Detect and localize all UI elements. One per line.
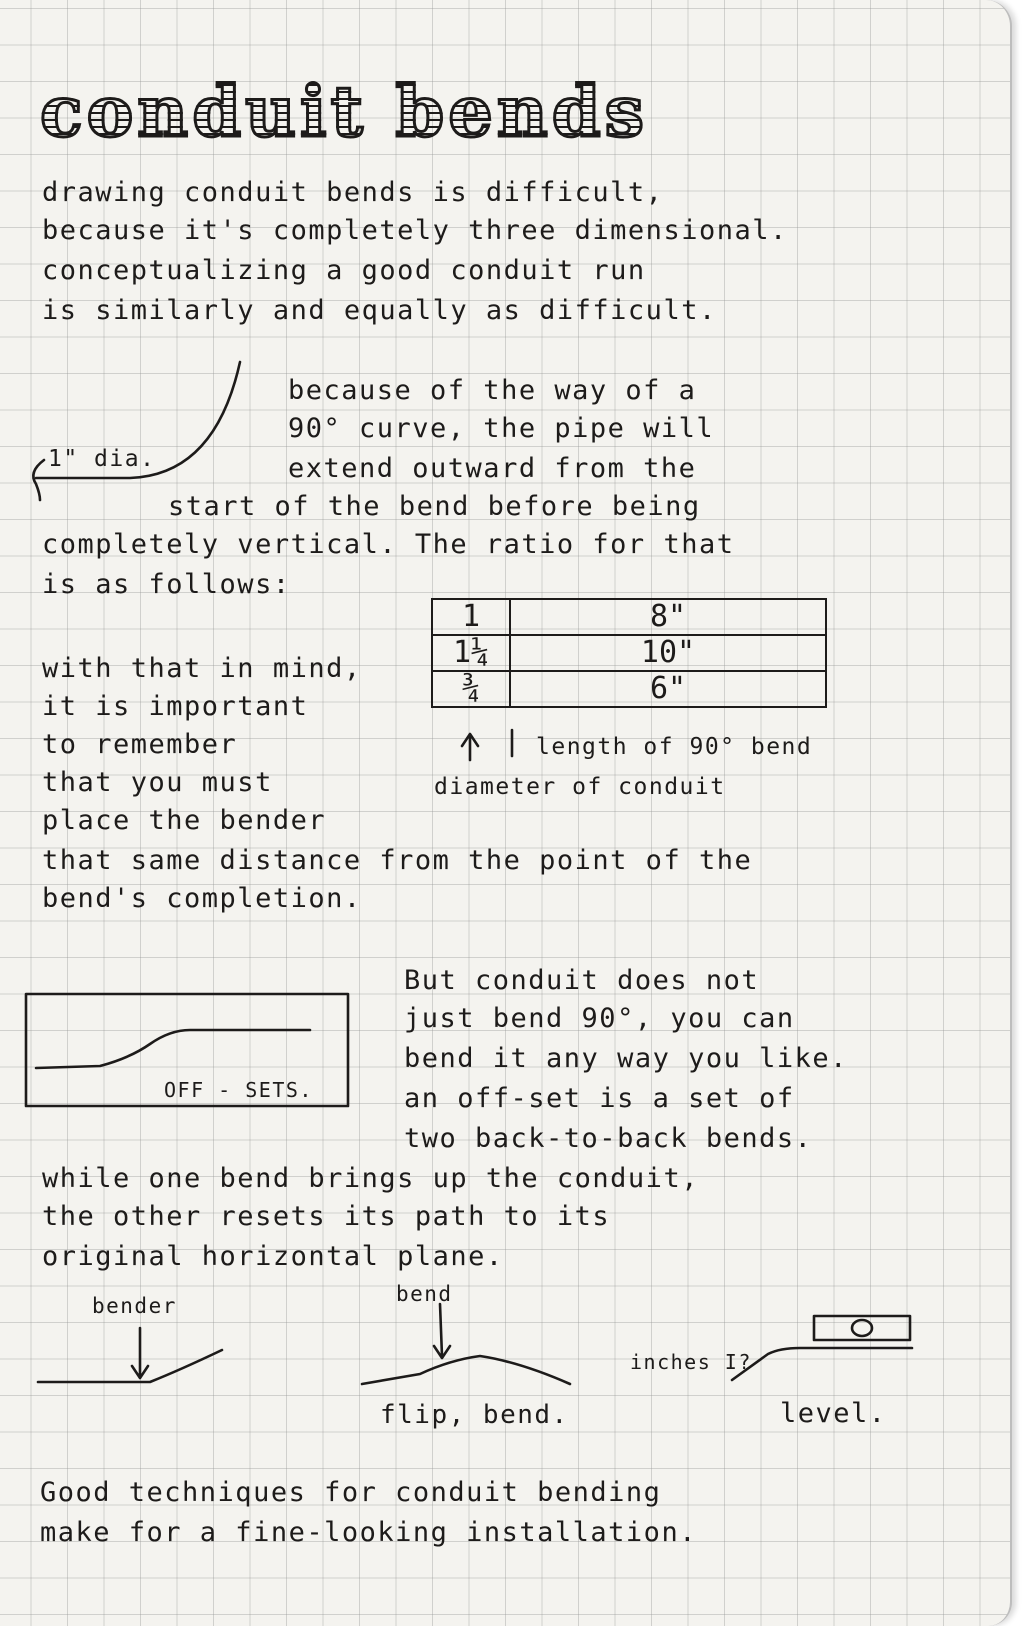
offset-text-line-4: an off-set is a set of <box>404 1083 795 1114</box>
offset-text-line-1: But conduit does not <box>404 965 760 996</box>
bend-text-line-2: 90° curve, the pipe will <box>288 413 715 444</box>
table-cell-diameter: 1 <box>432 599 510 635</box>
bend-label: bend <box>396 1282 453 1306</box>
level-bubble-icon <box>852 1320 872 1336</box>
mind-text-line-6: that same distance from the point of the <box>42 845 753 876</box>
while-text-line-2: the other resets its path to its <box>42 1201 611 1232</box>
offset-text-line-3: bend it any way you like. <box>404 1043 848 1074</box>
intro-line-1: drawing conduit bends is difficult, <box>42 177 664 208</box>
offset-box-label: OFF - SETS. <box>164 1078 313 1102</box>
dimension-bracket <box>33 460 44 500</box>
flip-bend-conduit-sketch <box>362 1356 570 1384</box>
bend-text-line-4: start of the bend before being <box>168 491 701 522</box>
level-conduit-sketch <box>732 1348 912 1380</box>
while-text-line-3: original horizontal plane. <box>42 1241 504 1272</box>
intro-line-2: because it's completely three dimensional. <box>42 215 788 246</box>
bender-label: bender <box>92 1294 177 1318</box>
mind-text-line-7: bend's completion. <box>42 883 362 914</box>
mind-text-line-1: with that in mind, <box>42 653 362 684</box>
offset-conduit-sketch <box>36 1030 310 1068</box>
bend-text-line-1: because of the way of a <box>288 375 697 406</box>
mind-text-line-3: to remember <box>42 729 238 760</box>
while-text-line-1: while one bend brings up the conduit, <box>42 1163 699 1194</box>
bender-arrow-icon <box>132 1328 148 1378</box>
inches-label: inches I? <box>630 1350 752 1374</box>
table-cell-length: 6" <box>510 671 826 707</box>
closing-line-1: Good techniques for conduit bending <box>40 1477 662 1508</box>
mind-text-line-5: place the bender <box>42 805 327 836</box>
length-caption: length of 90° bend <box>536 734 813 760</box>
bend-arrow-icon <box>434 1304 450 1358</box>
table-cell-diameter: ¾ <box>432 671 510 707</box>
bend-text-line-5: completely vertical. The ratio for that <box>42 529 735 560</box>
diameter-caption: diameter of conduit <box>434 774 726 800</box>
diameter-arrow-icon <box>462 734 478 760</box>
offset-box <box>26 994 348 1106</box>
table-cell-length: 8" <box>510 599 826 635</box>
intro-line-4: is similarly and equally as difficult. <box>42 295 717 326</box>
table-cell-length: 10" <box>510 635 826 671</box>
offset-text-line-2: just bend 90°, you can <box>404 1003 795 1034</box>
offset-text-line-5: two back-to-back bends. <box>404 1123 813 1154</box>
page-title: conduit bends <box>40 70 649 153</box>
curve-sketch <box>36 362 240 478</box>
table-cell-diameter: 1¼ <box>432 635 510 671</box>
bender-conduit-sketch <box>38 1350 222 1382</box>
intro-line-3: conceptualizing a good conduit run <box>42 255 646 286</box>
curve-diameter-label: 1" dia. <box>48 446 156 472</box>
level-label: level. <box>780 1398 887 1429</box>
mind-text-line-4: that you must <box>42 767 273 798</box>
bend-text-line-6: is as follows: <box>42 569 291 600</box>
mind-text-line-2: it is important <box>42 691 309 722</box>
flip-bend-label: flip, bend. <box>380 1400 569 1430</box>
bend-text-line-3: extend outward from the <box>288 453 697 484</box>
closing-line-2: make for a fine-looking installation. <box>40 1517 697 1548</box>
